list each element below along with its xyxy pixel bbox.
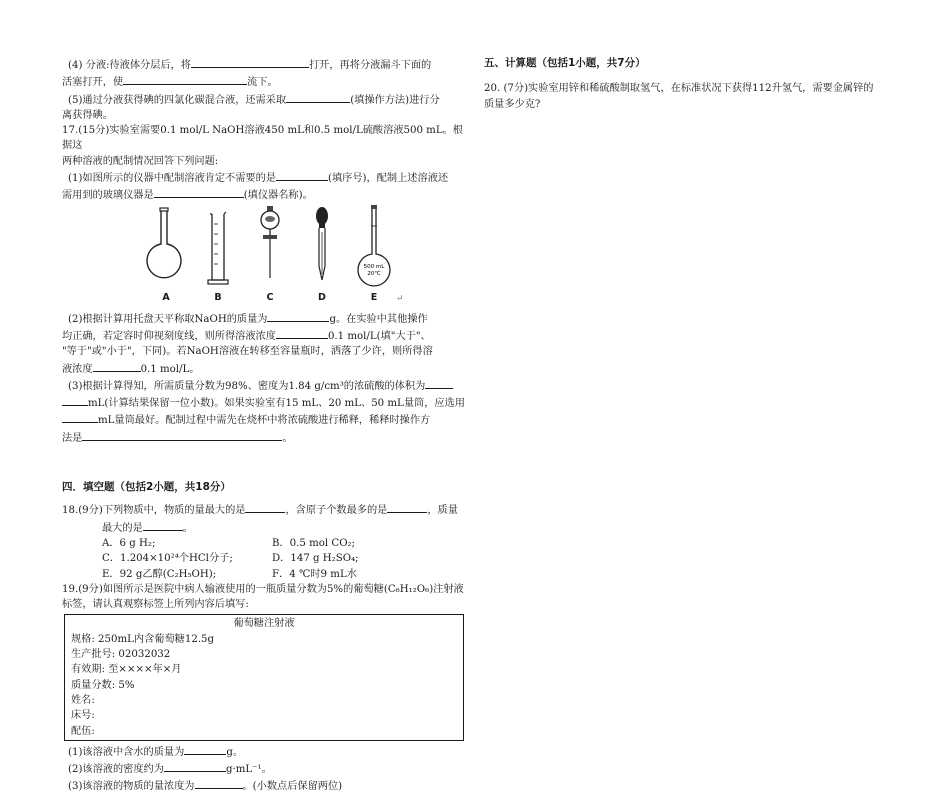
q17-1-line2: 需用到的玻璃仪器是 (填仪器名称)。 — [62, 186, 467, 203]
round-flask-icon — [146, 204, 186, 288]
section-4-heading: 四．填空题（包括2小题，共18分） — [62, 481, 231, 494]
flask-volume-text: 500 mL — [363, 263, 385, 270]
q16-5-line2: 离获得碘。 — [62, 109, 113, 121]
q18-line1: 18.(9分)下列物质中，物质的量最大的是 ，含原子个数最多的是 ，质量 — [62, 501, 467, 518]
q17-2-line3: "等于"或"小于"，下同)。若NaOH溶液在转移至容量瓶时，洒落了少许，则所得溶 — [62, 346, 433, 358]
apparatus-label-b: B — [214, 291, 222, 303]
option-b: B．0.5 mol CO₂; — [272, 537, 356, 549]
q16-4-line1: (4) 分液:待液体分层后，将 打开，再将分液漏斗下面的 — [62, 56, 467, 73]
q17-3-line2: mL(计算结果保留一位小数)。如果实验室有15 mL、20 mL、50 mL量筒，应选用 — [62, 394, 467, 411]
label-name: 姓名: — [71, 694, 95, 706]
separatory-funnel-icon — [250, 204, 290, 288]
apparatus-label-a: A — [162, 291, 170, 303]
q17-1-line1: (1)如图所示的仪器中配制溶液肯定不需要的是 (填序号)，配制上述溶液还 — [62, 169, 467, 186]
option-e: E．92 g乙醇(C₂H₅OH); — [102, 568, 217, 580]
blank[interactable] — [82, 429, 282, 441]
blank[interactable] — [154, 186, 244, 198]
blank[interactable] — [184, 743, 226, 755]
blank[interactable] — [425, 377, 453, 389]
glucose-label-box — [64, 614, 464, 740]
blank[interactable] — [286, 91, 350, 103]
blank[interactable] — [143, 519, 183, 531]
right-column — [484, 56, 904, 112]
label-expiry: 有效期: 至××××年×月 — [71, 664, 182, 676]
apparatus-label-e: E — [370, 291, 378, 303]
blank[interactable] — [191, 56, 309, 68]
q17-2-line2: 均正确，若定容时仰视刻度线，则所得溶液浓度 0.1 mol/L(填"大于"、 — [62, 327, 467, 344]
option-a: A．6 g H₂; — [102, 537, 156, 549]
q17-3-line1: (3)根据计算得知，所需质量分数为98%、密度为1.84 g/cm³的浓硫酸的体积为 — [62, 377, 467, 394]
option-c: C．1.204×10²⁴个HCl分子; — [102, 553, 233, 565]
q17-intro-line1: 17.(15分)实验室需要0.1 mol/L NaOH溶液450 mL和0.5 mol/L硫酸溶液500 mL。根据这 — [62, 125, 463, 152]
label-bed: 床号: — [71, 710, 95, 722]
label-spec: 规格: 250mL内含葡萄糖12.5g — [71, 633, 215, 645]
q20-line2: 质量多少克? — [484, 98, 541, 110]
return-mark: ↵ — [396, 293, 404, 304]
label-title: 葡萄糖注射液 — [233, 618, 295, 630]
blank[interactable] — [267, 310, 329, 322]
label-mass-fraction: 质量分数: 5% — [71, 679, 135, 691]
apparatus-label-d: D — [318, 291, 326, 303]
apparatus-label-c: C — [266, 291, 274, 303]
q19-2: (2)该溶液的密度约为 g·mL⁻¹。 — [62, 760, 467, 777]
blank[interactable] — [62, 411, 98, 423]
left-column — [62, 56, 467, 795]
blank[interactable] — [245, 501, 285, 513]
q20-line1: 20. (7分)实验室用锌和稀硫酸制取氢气，在标准状况下获得112升氢气，需要金属锌的 — [484, 83, 874, 95]
q17-intro-line2: 两种溶液的配制情况回答下列问题: — [62, 155, 219, 167]
option-d: D．147 g H₂SO₄; — [272, 553, 359, 565]
blank[interactable] — [276, 327, 328, 339]
q16-5-line1: (5)通过分液获得碘的四氯化碳混合液，还需采取 (填操作方法)进行分 — [62, 91, 467, 108]
q16-4-line2: 活塞打开，使 流下。 — [62, 73, 467, 90]
blank[interactable] — [387, 501, 427, 513]
option-f: F．4 ℃时9 mL水 — [272, 568, 357, 580]
blank[interactable] — [276, 169, 328, 181]
blank[interactable] — [195, 777, 243, 789]
blank[interactable] — [164, 760, 226, 772]
q18-line2: 最大的是 。 — [62, 519, 467, 536]
q19-intro-line2: 标签，请认真观察标签上所列内容后填写: — [62, 599, 249, 611]
dropper-icon — [302, 204, 342, 288]
label-compat: 配伍: — [71, 725, 95, 737]
blank[interactable] — [123, 73, 247, 85]
q19-3: (3)该溶液的物质的量浓度为 。(小数点后保留两位) — [62, 777, 467, 794]
q17-3-line4: 法是 。 — [62, 429, 467, 446]
q17-3-line3: mL量筒最好。配制过程中需先在烧杯中将浓硫酸进行稀释，稀释时操作方 — [62, 411, 467, 428]
volumetric-flask-icon — [354, 204, 394, 288]
q18-options — [62, 536, 467, 582]
blank[interactable] — [93, 360, 141, 372]
q17-2-line1: (2)根据计算用托盘天平称取NaOH的质量为 g。在实验中其他操作 — [62, 310, 467, 327]
apparatus-figure — [146, 204, 426, 310]
graduated-cylinder-icon — [198, 204, 238, 288]
q19-1: (1)该溶液中含水的质量为 g。 — [62, 743, 467, 760]
q19-intro-line1: 19.(9分)如图所示是医院中病人输液使用的一瓶质量分数为5%的葡萄糖(C₆H₁₂O₆)注射液 — [62, 583, 464, 595]
q17-2-line4: 液浓度 0.1 mol/L。 — [62, 360, 467, 377]
section-5-heading: 五、计算题（包括1小题，共7分） — [484, 57, 646, 69]
label-batch: 生产批号: 02032032 — [71, 649, 171, 661]
flask-temp-text: 20℃ — [367, 270, 381, 277]
blank[interactable] — [62, 394, 88, 406]
